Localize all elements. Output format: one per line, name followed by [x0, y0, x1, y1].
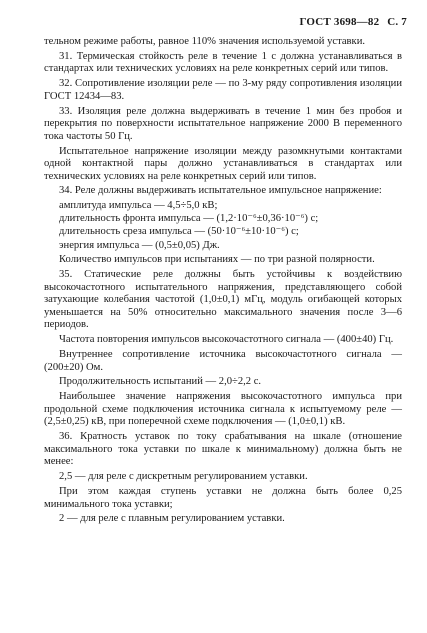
list-item: длительность фронта импульса — (1,2·10⁻⁶±0,36·10⁻⁶) с; [59, 213, 319, 225]
list-item: энергия импульса — (0,5±0,05) Дж. [59, 239, 220, 251]
list-item: амплитуда импульса — 4,5÷5,0 кВ; [59, 200, 218, 212]
body-text [44, 36, 402, 528]
paragraph: Испытательное напряжение изоляции между разомкнутыми контактами одной контактной пары должно устанавливаться в стандартах или технических условиях на реле конкретных серий или типов. [44, 145, 402, 182]
paragraph-item-36: 36. Кратность уставок по току срабатывания на шкале (отношение максимального тока уставки по шкале к минимальному) должна быть не менее: [44, 431, 402, 468]
paragraph: Частота повторения импульсов высокочастотного сигнала — (400±40) Гц. [59, 334, 394, 346]
list-item: длительность среза импульса — (50·10⁻⁶±10·10⁻⁶) с; [59, 226, 299, 238]
page-header [294, 16, 407, 28]
paragraph-item-32: 32. Сопротивление изоляции реле — по 3-му ряду сопротивления изоляции ГОСТ 12434—83. [44, 78, 402, 102]
paragraph: тельном режиме работы, равное 110% значения используемой уставки. [44, 36, 366, 47]
paragraph-item-34: 34. Реле должны выдерживать испытательное импульсное напряжение: [59, 185, 382, 197]
paragraph: Наибольшее значение напряжения высокочастотного импульса при продольной схеме подключения источника сигнала к испытуемому реле — (2,5±0,25) кВ, при поперечной схеме подключения — (1,0±0,1) кВ. [44, 391, 402, 428]
paragraph: 2,5 — для реле с дискретным регулированием уставки. [59, 471, 308, 483]
paragraph: 2 — для реле с плавным регулированием уставки. [59, 513, 285, 525]
paragraph-item-35: 35. Статические реле должны быть устойчивы к воздействию высокочастотного испытательного напряжения, представляющего собой затухающие колебания частотой (1,0±0,1) мГц, модуль огибающей которых уменьшается на 50% относительно максимального значения после 3—6 периодов. [44, 269, 402, 331]
standard-number: ГОСТ 3698—82 [299, 16, 380, 28]
paragraph-item-31: 31. Термическая стойкость реле в течение 1 с должна устанавливаться в стандартах или технических условиях на реле конкретных серий или типов. [44, 50, 402, 75]
paragraph: Количество импульсов при испытаниях — по три разной полярности. [59, 254, 375, 266]
paragraph: Продолжительность испытаний — 2,0÷2,2 с. [59, 376, 262, 388]
paragraph-item-33: 33. Изоляция реле должна выдерживать в течение 1 мин без пробоя и перекрытия по поверхности испытательное напряжение 2000 В переменного тока частоты 50 Гц. [44, 105, 402, 142]
page-number: С. 7 [387, 16, 407, 28]
paragraph: При этом каждая ступень уставки не должна быть более 0,25 минимального тока уставки; [44, 485, 402, 510]
paragraph: Внутреннее сопротивление источника высокочастотного сигнала — (200±20) Ом. [44, 349, 402, 373]
